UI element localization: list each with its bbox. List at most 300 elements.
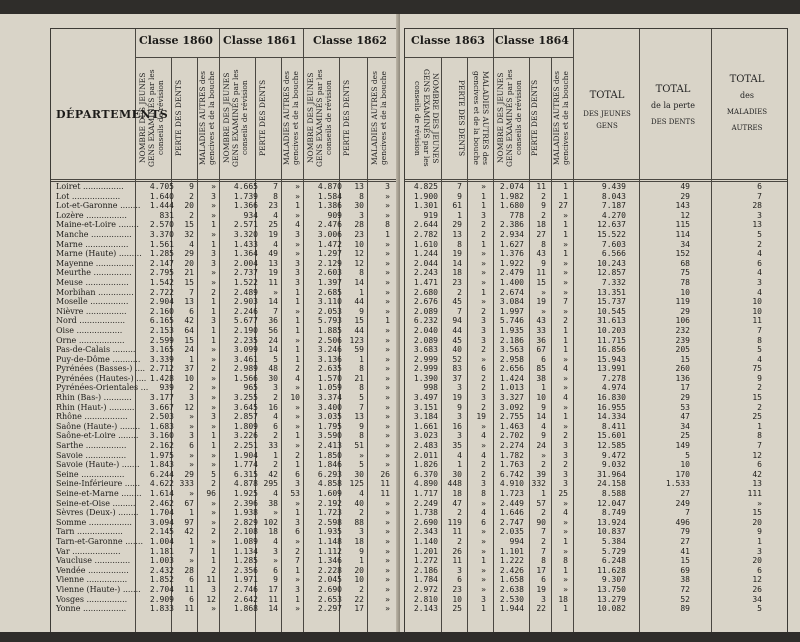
c62-teeth-cell: 28 (354, 220, 364, 230)
total-maladies-cell: 5 (757, 604, 762, 614)
c61-teeth-cell: 14 (268, 604, 278, 614)
c61-examined-cell: 3.099 (233, 345, 258, 355)
departement-name: Pyrénées-Orientales ... (56, 383, 149, 393)
c62-examined-cell: 909 (327, 210, 342, 220)
table-row (56, 345, 398, 355)
total-maladies-cell: 111 (747, 489, 762, 498)
c62-teeth-cell: 1 (359, 287, 364, 297)
departement-name: Rhin (Haut-) .......... (56, 402, 135, 412)
c61-other-cell: 6 (295, 469, 300, 479)
c63-teeth-cell: 52 (452, 354, 462, 364)
c62-examined-cell: 2.506 (317, 335, 342, 345)
table-row (404, 441, 786, 451)
c61-other-cell: » (295, 412, 300, 422)
total-jeunes-cell: 5.729 (601, 546, 626, 556)
c62-examined-cell: 1.397 (317, 277, 342, 287)
departement-name: Vienne ................ (56, 575, 128, 585)
c60-teeth-cell: 15 (184, 277, 194, 287)
c62-teeth-cell: 15 (354, 316, 364, 326)
right-page (400, 14, 800, 632)
c63-examined-cell: 2.810 (413, 594, 438, 604)
table-row (404, 508, 786, 518)
departement-name: Vendée ................ (56, 565, 129, 575)
table-row (404, 268, 786, 278)
c60-examined-cell: 1.683 (149, 421, 174, 431)
table-row (56, 249, 398, 259)
table-row (56, 278, 398, 288)
c62-teeth-cell: 1 (359, 556, 364, 566)
total-jeunes-cell: 13.351 (597, 287, 626, 297)
c60-teeth-cell: » (189, 412, 194, 422)
c62-other-cell: » (385, 594, 390, 604)
c63-examined-cell: 2.186 (413, 565, 438, 575)
c63-teeth-cell: 3 (457, 383, 462, 393)
c63-other-cell: 2 (481, 229, 486, 239)
c64-other-cell: 8 (563, 556, 568, 566)
c64-teeth-cell: 39 (536, 469, 546, 479)
c61-other-cell: 1 (295, 201, 300, 211)
c62-examined-cell: 3.110 (317, 297, 342, 307)
c63-examined-cell: 6.370 (413, 469, 438, 479)
c60-teeth-cell: 4 (189, 239, 194, 249)
c62-examined-cell: 1.297 (317, 249, 342, 259)
c61-examined-cell: 3.255 (233, 393, 258, 403)
c60-examined-cell: 1.704 (149, 508, 174, 518)
total-perte-cell: 10 (680, 460, 690, 470)
total-jeunes-cell: 8.043 (601, 191, 626, 201)
c64-examined-cell: 1.944 (499, 604, 524, 614)
c61-teeth-cell: 7 (273, 306, 278, 316)
total-perte-cell: 75 (680, 268, 690, 278)
c63-other-cell: 6 (481, 364, 486, 374)
c63-other-cell: 1 (481, 239, 486, 249)
table-row (56, 518, 398, 528)
total-jeunes-cell: 8.749 (601, 508, 626, 518)
c64-examined-cell: 1.222 (499, 556, 524, 566)
total-jeunes-cell: 6.248 (601, 556, 626, 566)
c62-other-cell: » (385, 277, 390, 287)
c60-teeth-cell: 12 (184, 402, 194, 412)
c63-examined-cell: 3.497 (413, 393, 438, 403)
c60-teeth-cell: » (189, 556, 194, 566)
c64-examined-cell: 1.997 (499, 306, 524, 316)
left-page (0, 14, 399, 632)
c63-other-cell: 2 (481, 373, 486, 383)
table-row (56, 288, 398, 298)
c60-other-cell: 1 (211, 325, 216, 335)
c64-other-cell: 25 (558, 489, 568, 498)
c64-examined-cell: 1.982 (499, 191, 524, 201)
c62-teeth-cell: 12 (354, 249, 364, 259)
total-maladies-cell: 9 (757, 373, 762, 383)
c64-teeth-cell: 332 (531, 479, 546, 489)
c62-examined-cell: 5.793 (317, 316, 342, 326)
c61-teeth-cell: » (273, 287, 278, 297)
c63-other-cell: » (481, 268, 486, 278)
c61-examined-cell: 3.645 (233, 402, 258, 412)
c61-teeth-cell: 19 (268, 229, 278, 239)
table-row (404, 240, 786, 250)
c61-teeth-cell: 6 (273, 421, 278, 431)
c62-teeth-cell: 9 (359, 546, 364, 556)
c62-examined-cell: 1.885 (317, 325, 342, 335)
c61-other-cell: » (295, 536, 300, 546)
c62-other-cell: » (385, 258, 390, 268)
c61-teeth-cell: 19 (268, 268, 278, 278)
total-perte-cell: 78 (680, 277, 690, 287)
departement-name: Somme ................. (56, 517, 132, 527)
c61-examined-cell: 2.571 (233, 220, 258, 230)
c61-teeth-cell: 102 (263, 517, 278, 527)
c63-other-cell: 1 (481, 556, 486, 566)
c63-examined-cell: 919 (423, 210, 438, 220)
c62-examined-cell: 1.584 (317, 191, 342, 201)
c60-examined-cell: 1.614 (149, 489, 174, 498)
total-perte-cell: 7 (685, 508, 690, 518)
c63-examined-cell: 1.661 (413, 421, 438, 431)
c61-examined-cell: 2.246 (233, 306, 258, 316)
departement-name: Saône-et-Loire ........ (56, 431, 139, 441)
c63-teeth-cell: 83 (452, 364, 462, 374)
c63-other-cell: 8 (481, 489, 486, 498)
c61-examined-cell: 2.396 (233, 498, 258, 508)
c63-other-cell: 1 (481, 191, 486, 201)
c64-teeth-cell: 38 (536, 373, 546, 383)
c62-other-cell: » (385, 268, 390, 278)
total-jeunes-cell: 7.187 (601, 201, 626, 211)
table-row (56, 393, 398, 403)
c60-other-cell: » (211, 460, 216, 470)
c61-teeth-cell: 49 (268, 249, 278, 259)
total-jeunes-cell: 10.837 (597, 527, 626, 537)
table-row (404, 249, 786, 259)
total-maladies-cell: 42 (752, 469, 762, 479)
table-row (56, 326, 398, 336)
c64-teeth-cell: 11 (536, 182, 546, 191)
c62-examined-cell: 3.400 (317, 402, 342, 412)
total-maladies-cell: 4 (757, 287, 762, 297)
total-maladies-line4: AUTRES (731, 124, 763, 132)
departement-name: Yonne ................. (56, 604, 127, 614)
c63-teeth-cell: 2 (457, 536, 462, 546)
table-row (404, 336, 786, 346)
table-row (404, 307, 786, 317)
total-maladies-cell: 6 (757, 565, 762, 575)
c61-examined-cell: 1.134 (233, 546, 258, 556)
c64-examined-cell: 1.400 (499, 277, 524, 287)
c64-other-cell: » (563, 575, 568, 585)
c64-teeth-cell: 10 (536, 393, 546, 403)
total-jeunes-cell: 5.384 (601, 536, 626, 546)
c63-examined-cell: 2.644 (413, 220, 438, 230)
total-maladies-cell: 15 (752, 508, 762, 518)
c62-teeth-cell: 13 (354, 412, 364, 422)
table-row (404, 230, 786, 240)
c62-examined-cell: 1.846 (317, 460, 342, 470)
c63-teeth-cell: 45 (452, 297, 462, 307)
c60-examined-cell: 1.975 (149, 450, 174, 460)
c61-teeth-cell: 5 (273, 354, 278, 364)
table-row (56, 383, 398, 393)
c64-examined-cell: 2.747 (499, 517, 524, 527)
table-row (56, 489, 398, 499)
c62-other-cell: » (385, 393, 390, 403)
total-perte-cell: 170 (675, 469, 690, 479)
c60-teeth-cell: 20 (184, 258, 194, 268)
c60-teeth-cell: 29 (184, 469, 194, 479)
total-perte-cell: 5 (685, 450, 690, 460)
c64-teeth-cell: » (541, 287, 546, 297)
total-jeunes-cell: 13.279 (597, 594, 626, 604)
total-jeunes-cell: 9.307 (601, 575, 626, 585)
table-row (56, 547, 398, 557)
c64-other-cell: » (563, 258, 568, 268)
c60-other-cell: 96 (206, 489, 216, 498)
total-perte-cell: 15 (680, 556, 690, 566)
total-maladies-cell: 11 (752, 316, 762, 326)
total-jeunes-cell: 13.991 (597, 364, 626, 374)
c61-other-cell: 4 (295, 220, 300, 230)
c60-examined-cell: 1.444 (149, 201, 174, 211)
table-row (56, 316, 398, 326)
table-row (404, 297, 786, 307)
c60-examined-cell: 2.570 (149, 220, 174, 230)
c61-other-cell: » (295, 383, 300, 393)
c64-other-cell: » (563, 210, 568, 220)
c63-teeth-cell: 18 (452, 268, 462, 278)
c60-examined-cell: 1.640 (149, 191, 174, 201)
c64-teeth-cell: 6 (541, 575, 546, 585)
table-row (56, 422, 398, 432)
total-jeunes-cell: 14.334 (597, 412, 626, 422)
c63-teeth-cell: 61 (452, 201, 462, 211)
c61-teeth-cell: 9 (273, 575, 278, 585)
c62-other-cell: » (385, 345, 390, 355)
c64-examined-cell: 2.274 (499, 441, 524, 451)
total-maladies-cell: 3 (757, 210, 762, 220)
c62-other-cell: » (385, 306, 390, 316)
c60-other-cell: 1 (211, 546, 216, 556)
c64-other-cell: 1 (563, 536, 568, 546)
c64-other-cell: » (563, 402, 568, 412)
c64-teeth-cell: 19 (536, 297, 546, 307)
c63-teeth-cell: 44 (452, 325, 462, 335)
c60-examined-cell: 2.160 (149, 306, 174, 316)
c62-examined-cell: 2.603 (317, 268, 342, 278)
c60-other-cell: » (211, 402, 216, 412)
c61-other-cell: » (295, 498, 300, 508)
c63-other-cell: 3 (481, 325, 486, 335)
c64-other-cell: 1 (563, 229, 568, 239)
departement-name: Meurthe ............... (56, 268, 132, 278)
c60-other-cell: 2 (211, 287, 216, 297)
table-row (56, 604, 398, 614)
c60-examined-cell: 2.599 (149, 335, 174, 345)
c62-examined-cell: 2.690 (317, 584, 342, 594)
c64-examined-cell: 1.782 (499, 450, 524, 460)
c64-examined-cell: 3.327 (499, 393, 524, 403)
c60-other-cell: 1 (211, 335, 216, 345)
c62-other-cell: » (385, 373, 390, 383)
c61-other-cell: » (295, 575, 300, 585)
table-row (56, 192, 398, 202)
c62-teeth-cell: 2 (359, 508, 364, 518)
c64-examined-cell: 1.463 (499, 421, 524, 431)
c64-teeth-cell: 2 (541, 508, 546, 518)
c60-teeth-cell: 13 (184, 297, 194, 307)
c60-other-cell: 2 (211, 479, 216, 489)
total-perte-cell: 29 (680, 191, 690, 201)
total-jeunes-cell: 16.856 (597, 345, 626, 355)
c60-other-cell: » (211, 373, 216, 383)
c63-other-cell: 2 (481, 220, 486, 230)
c61-examined-cell: 2.746 (233, 584, 258, 594)
table-row (56, 431, 398, 441)
departement-name: Moselle ............... (56, 297, 129, 307)
total-jeunes-cell: 11.628 (597, 565, 626, 575)
c60-examined-cell: 2.722 (149, 287, 174, 297)
total-maladies-cell: 26 (752, 584, 762, 594)
c62-examined-cell: 2.653 (317, 594, 342, 604)
c63-other-cell: » (481, 421, 486, 431)
total-jeunes-cell: 10.545 (597, 306, 626, 316)
table-row (56, 499, 398, 509)
c61-teeth-cell: 14 (268, 297, 278, 307)
c64-teeth-cell: 1 (541, 489, 546, 498)
c61-examined-cell: 2.356 (233, 565, 258, 575)
total-jeunes-cell: 12.857 (597, 268, 626, 278)
c62-teeth-cell: 8 (359, 431, 364, 441)
c60-examined-cell: 3.094 (149, 517, 174, 527)
c64-teeth-cell: 43 (536, 316, 546, 326)
c63-teeth-cell: 1 (457, 460, 462, 470)
c63-teeth-cell: 7 (457, 306, 462, 316)
c60-other-cell: » (211, 201, 216, 211)
total-jeunes-cell: 13.750 (597, 584, 626, 594)
c61-examined-cell: 4.665 (233, 182, 258, 191)
c60-teeth-cell: 28 (184, 565, 194, 575)
departement-name: Oise .................. (56, 325, 123, 335)
c62-other-cell: » (385, 383, 390, 393)
c64-teeth-cell: 27 (536, 229, 546, 239)
c64-other-cell: » (563, 421, 568, 431)
c62-other-cell: 1 (385, 229, 390, 239)
c62-other-cell: » (385, 575, 390, 585)
c61-other-cell: 6 (295, 527, 300, 537)
c61-examined-cell: 1.285 (233, 556, 258, 566)
c61-teeth-cell: 4 (273, 239, 278, 249)
c60-other-cell: » (211, 210, 216, 220)
c64-examined-cell: 778 (509, 210, 524, 220)
total-perte-cell: 29 (680, 393, 690, 403)
c64-other-cell: 1 (563, 604, 568, 614)
c62-other-cell: 11 (380, 489, 390, 498)
total-perte-cell: 79 (680, 527, 690, 537)
c62-teeth-cell: 1 (359, 354, 364, 364)
classe-1861-heading: Classe 1861 (223, 34, 297, 47)
departements-heading: DÉPARTEMENTS (56, 108, 169, 121)
c60-teeth-cell: 1 (189, 508, 194, 518)
col-teeth-1861: PERTE DES DENTS (258, 79, 267, 157)
departement-name: Morbihan .............. (56, 287, 134, 297)
c63-other-cell: 4 (481, 508, 486, 518)
total-jeunes-cell: 16.830 (597, 393, 626, 403)
c62-examined-cell: 4.870 (317, 182, 342, 191)
c64-examined-cell: 2.702 (499, 431, 524, 441)
c61-other-cell: 1 (295, 565, 300, 575)
c63-teeth-cell: 30 (452, 469, 462, 479)
total-maladies-cell: 12 (752, 575, 762, 585)
col-other-1861: MALADIES AUTRES des gencives et de la bouche (282, 71, 300, 165)
c63-teeth-cell: 6 (457, 575, 462, 585)
c64-teeth-cell: 15 (536, 277, 546, 287)
departement-name: Maine-et-Loire ........ (56, 220, 139, 230)
c60-other-cell: » (211, 517, 216, 527)
departement-name: Pyrénées (Hautes-) .... (56, 373, 147, 383)
c62-examined-cell: 3.035 (317, 412, 342, 422)
table-row (404, 556, 786, 566)
table-row (56, 268, 398, 278)
c61-teeth-cell: » (273, 508, 278, 518)
c61-teeth-cell: 2 (273, 431, 278, 441)
departement-name: Seine-Inférieure ...... (56, 479, 140, 489)
c64-other-cell: 1 (563, 412, 568, 422)
c62-teeth-cell: 8 (359, 191, 364, 201)
c64-examined-cell: 2.186 (499, 335, 524, 345)
c64-other-cell: 7 (563, 297, 568, 307)
c62-teeth-cell: » (359, 450, 364, 460)
c63-examined-cell: 998 (423, 383, 438, 393)
table-row (56, 182, 398, 192)
c64-examined-cell: 3.563 (499, 345, 524, 355)
c64-other-cell: 1 (563, 325, 568, 335)
c61-teeth-cell: 8 (273, 191, 278, 201)
c61-other-cell: 1 (295, 287, 300, 297)
col-examined-1864: NOMBRE DES JEUNES GENS EXAMINÉS par les conseils de révision (496, 69, 523, 167)
c61-other-cell: 2 (295, 546, 300, 556)
c62-other-cell: » (385, 565, 390, 575)
c60-other-cell: 1 (211, 297, 216, 307)
col-teeth-1860: PERTE DES DENTS (174, 79, 183, 157)
c63-other-cell: » (481, 575, 486, 585)
total-perte-cell: 149 (675, 441, 690, 451)
departement-name: Marne (Haute) ......... (56, 249, 142, 259)
c64-examined-cell: 2.479 (499, 268, 524, 278)
c62-teeth-cell: 20 (354, 565, 364, 575)
total-perte-heading (640, 84, 706, 128)
c62-other-cell: » (385, 556, 390, 566)
c63-examined-cell: 1.784 (413, 575, 438, 585)
c62-other-cell: 3 (385, 182, 390, 191)
total-perte-cell: 27 (680, 489, 690, 498)
c62-examined-cell: 1.472 (317, 239, 342, 249)
table-row (56, 566, 398, 576)
departement-name: Tarn .................. (56, 527, 123, 537)
total-jeunes-cell: 9.032 (601, 460, 626, 470)
c61-examined-cell: 2.190 (233, 325, 258, 335)
total-jeunes-cell: 12.637 (597, 220, 626, 230)
c64-teeth-cell: 3 (541, 594, 546, 604)
c63-teeth-cell: 29 (452, 220, 462, 230)
c63-other-cell: » (481, 441, 486, 451)
c61-examined-cell: 2.737 (233, 268, 258, 278)
c62-examined-cell: 3.246 (317, 345, 342, 355)
table-row (404, 566, 786, 576)
c63-teeth-cell: 9 (457, 191, 462, 201)
total-jeunes-cell: 15.737 (597, 297, 626, 307)
c63-teeth-cell: 40 (452, 345, 462, 355)
total-perte-cell: 119 (675, 297, 690, 307)
